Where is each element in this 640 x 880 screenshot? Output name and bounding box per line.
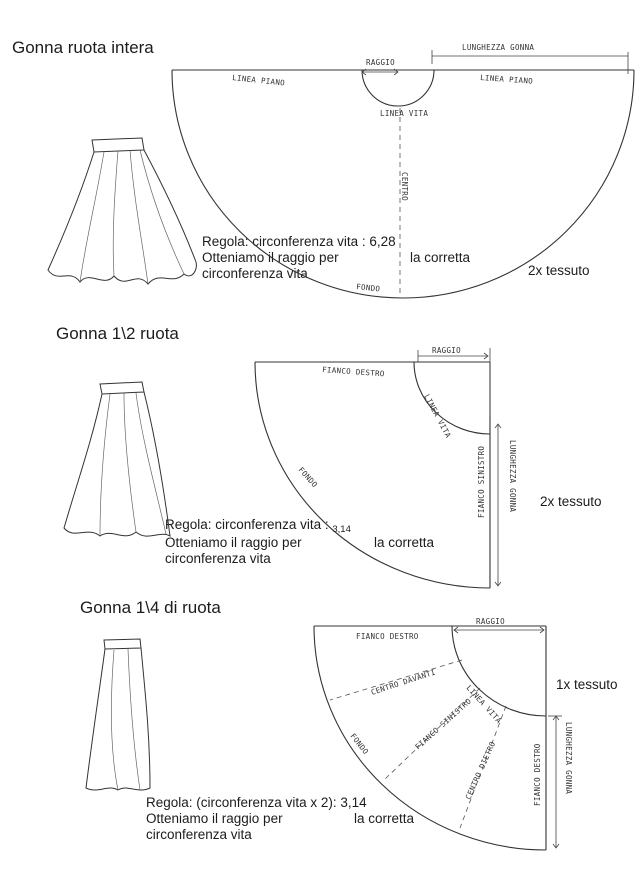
quarter-rule-line3: circonferenza vita	[146, 827, 252, 842]
half-label-linea-vita: LINEA VITA	[422, 392, 453, 440]
quarter-label-linea-vita: LINEA VITA	[464, 683, 504, 726]
quarter-label-lunghezza: LUNGHEZZA GONNA	[564, 722, 573, 795]
quarter-circle-pattern	[314, 617, 573, 850]
full-waist-curve	[362, 70, 434, 106]
half-skirt-outline	[64, 392, 170, 536]
full-label-centro: CENTRO	[400, 172, 409, 201]
half-circle-title: Gonna 1\2 ruota	[56, 324, 179, 343]
quarter-label-fondo: FONDO	[348, 731, 371, 757]
full-rule-line1: Regola: circonferenza vita : 6,28	[202, 234, 396, 249]
half-label-lunghezza: LUNGHEZZA GONNA	[508, 440, 517, 513]
half-fabric-note: 2x tessuto	[540, 494, 602, 509]
full-skirt-waistband	[92, 138, 144, 152]
full-skirt-folds	[80, 150, 184, 284]
quarter-skirt-folds	[111, 649, 140, 790]
half-skirt-waistband	[100, 382, 144, 394]
half-skirt-folds	[100, 393, 166, 536]
half-label-raggio: RAGGIO	[432, 346, 461, 355]
full-label-raggio: RAGGIO	[366, 58, 395, 67]
quarter-rule-line1: Regola: (circonferenza vita x 2): 3,14	[146, 795, 367, 810]
full-circle-pattern	[172, 43, 634, 298]
full-label-fondo: FONDO	[355, 282, 381, 294]
half-label-fianco-sinistro: FIANCO SINISTRO	[477, 445, 486, 518]
quarter-label-centro-dietro: CENTRO DIETRO	[463, 739, 498, 801]
quarter-label-fianco-destro-top: FIANCO DESTRO	[356, 632, 419, 641]
full-skirt-sketch	[48, 138, 196, 284]
quarter-skirt-sketch	[86, 639, 150, 790]
quarter-skirt-waistband	[104, 639, 141, 649]
half-circle-pattern	[255, 346, 517, 588]
full-circle-title: Gonna ruota intera	[12, 38, 154, 57]
quarter-label-fianco-destro-side: FIANCO DESTRO	[533, 743, 542, 806]
full-skirt-outline	[48, 150, 196, 284]
quarter-corretta: la corretta	[354, 811, 415, 826]
full-rule-line3: circonferenza vita	[202, 266, 308, 281]
quarter-rule-line2: Otteniamo il raggio per	[146, 811, 283, 826]
quarter-skirt-outline	[86, 648, 150, 790]
half-rule-number: 3,14	[332, 524, 351, 535]
half-rule-line3: circonferenza vita	[165, 551, 271, 566]
full-label-linea-piano-right: LINEA PIANO	[479, 73, 534, 86]
half-corretta: la corretta	[374, 535, 435, 550]
quarter-label-fianco-sinistro: FIANCO SINISTRO	[413, 696, 474, 752]
half-label-fianco-destro: FIANCO DESTRO	[321, 365, 385, 379]
quarter-circle-title: Gonna 1\4 di ruota	[80, 598, 221, 617]
half-label-fondo: FONDO	[296, 465, 320, 490]
quarter-label-raggio: RAGGIO	[476, 617, 505, 626]
half-hem-arc	[255, 362, 490, 588]
half-rule-text: Regola: circonferenza vita :	[165, 517, 329, 532]
full-rule-line2: Otteniamo il raggio per	[202, 250, 339, 265]
quarter-label-centro-davanti: CENTRO DAVANTI	[369, 667, 437, 697]
quarter-fabric-note: 1x tessuto	[556, 677, 618, 692]
full-label-linea-piano-left: LINEA PIANO	[231, 73, 286, 88]
full-fabric-note: 2x tessuto	[528, 263, 590, 278]
full-corretta: la corretta	[410, 250, 471, 265]
half-skirt-sketch	[64, 382, 170, 536]
full-label-lunghezza: LUNGHEZZA GONNA	[462, 43, 535, 52]
half-rule-line2: Otteniamo il raggio per	[165, 535, 302, 550]
full-label-linea-vita: LINEA VITA	[380, 109, 429, 118]
